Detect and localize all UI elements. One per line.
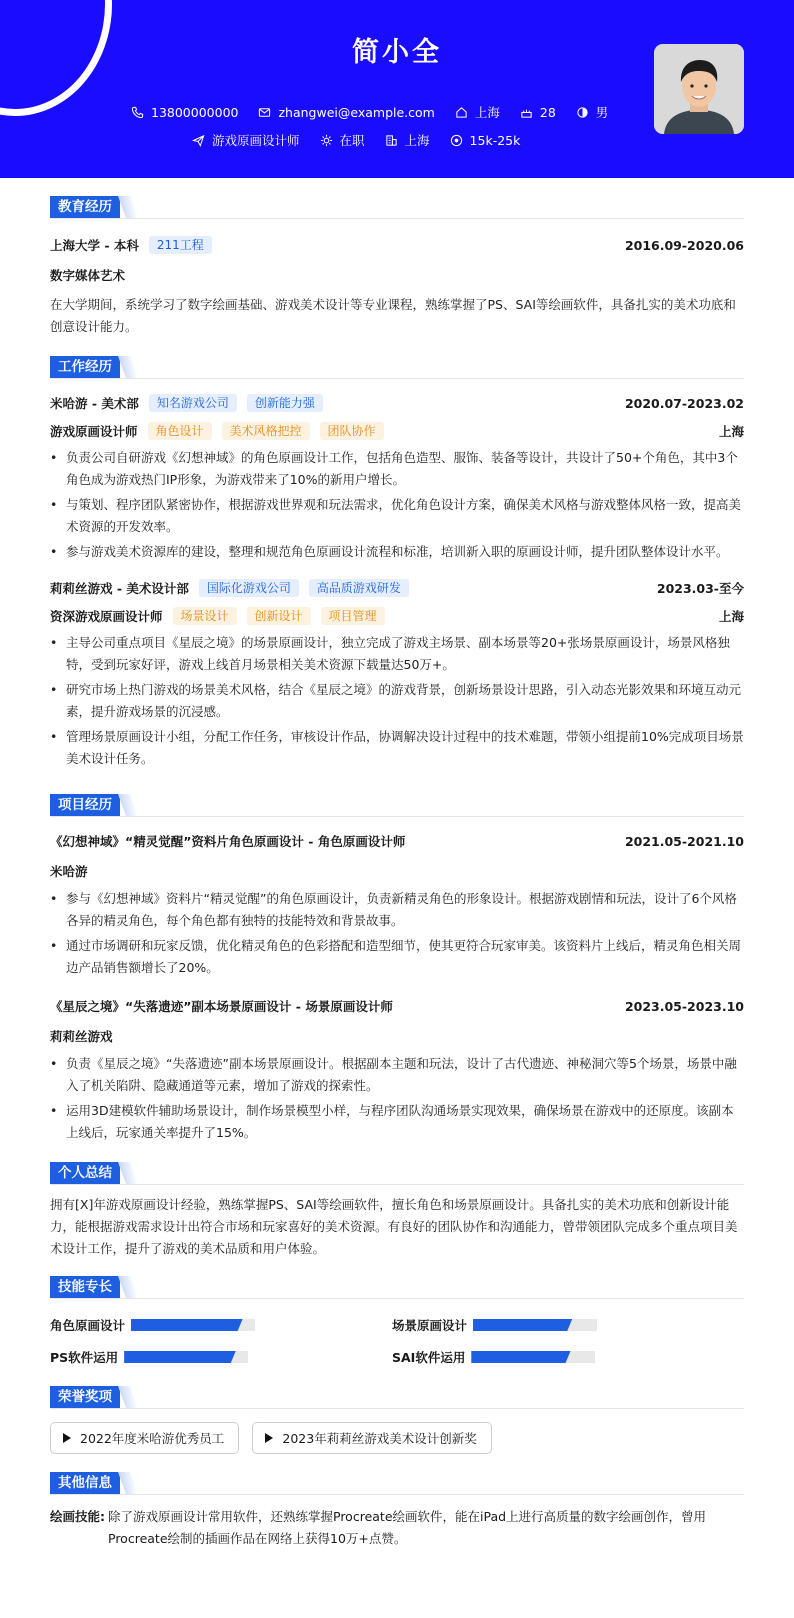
skill-tag: 项目管理 bbox=[321, 607, 385, 625]
project-org: 莉莉丝游戏 bbox=[50, 1029, 113, 1044]
section-header-summary bbox=[50, 1162, 744, 1184]
other-info-key: 绘画技能: bbox=[50, 1509, 105, 1524]
project-bullet: • 负责《星辰之境》“失落遗迹”副本场景原画设计。根据副本主题和玩法，设计了古代遗迹、神秘洞穴等5个场景，场景中融入了机关陷阱、隐藏通道等元素，增加了游戏的探索性。 bbox=[50, 1053, 744, 1097]
skill-bar-fill bbox=[473, 1319, 572, 1331]
city-text: 上海 bbox=[474, 105, 500, 120]
job-status bbox=[320, 131, 365, 149]
skill-item bbox=[50, 1316, 392, 1334]
skill-bar bbox=[131, 1319, 255, 1331]
company-tag: 高品质游戏研发 bbox=[309, 579, 409, 597]
section-title: 荣誉奖项 bbox=[50, 1386, 120, 1408]
project-item bbox=[50, 997, 744, 1144]
award-text: 2023年莉莉丝游戏美术设计创新奖 bbox=[282, 1431, 477, 1446]
skill-tag: 美术风格把控 bbox=[222, 422, 310, 440]
company-name: 莉莉丝游戏 - 美术设计部 bbox=[50, 581, 189, 596]
skill-item bbox=[392, 1348, 734, 1366]
education-date: 2016.09-2020.06 bbox=[624, 237, 744, 253]
section-divider bbox=[50, 218, 744, 219]
contact-age bbox=[520, 105, 556, 120]
project-bullet: • 通过市场调研和玩家反馈，优化精灵角色的色彩搭配和造型细节，使其更符合玩家审美。该资料片上线后，精灵角色相关周边产品销售额增长了20%。 bbox=[50, 935, 744, 979]
project-bullet: • 参与《幻想神域》资料片“精灵觉醒”的角色原画设计，负责新精灵角色的形象设计。根据游戏剧情和玩法，设计了6个风格各异的精灵角色，每个角色都有独特的技能特效和背景故事。 bbox=[50, 888, 744, 932]
summary-text: 拥有[X]年游戏原画设计经验，熟练掌握PS、SAI等绘画软件，擅长角色和场景原画设计。具备扎实的美术功底和创新设计能力，能根据游戏需求设计出符合市场和玩家喜好的美术资源。有良好的团队协作和沟通能力，曾带领团队完成多个重点项目美术设计工作，提升了游戏的美术品质和用户体验。 bbox=[50, 1197, 738, 1256]
contact-row bbox=[131, 103, 628, 121]
company-tag: 国际化游戏公司 bbox=[199, 579, 299, 597]
profile-photo bbox=[654, 44, 744, 134]
skill-bar bbox=[473, 1319, 597, 1331]
major: 数字媒体艺术 bbox=[50, 268, 126, 283]
work-date: 2020.07-2023.02 bbox=[624, 395, 744, 411]
work-item bbox=[50, 579, 744, 770]
other-info-value: 除了游戏原画设计常用软件，还熟练掌握Procreate绘画软件，能在iPad上进行高质量的数字绘画创作，曾用Procreate绘制的插画作品在网络上获得10万+点赞。 bbox=[108, 1509, 707, 1546]
contact-phone bbox=[131, 105, 238, 120]
skill-bar-fill bbox=[471, 1351, 570, 1363]
triangle-bullet-icon bbox=[63, 1433, 71, 1443]
school-tag: 211工程 bbox=[149, 236, 212, 254]
phone-icon bbox=[131, 106, 144, 119]
skills-grid bbox=[50, 1316, 744, 1366]
section-title: 工作经历 bbox=[50, 356, 120, 378]
job-row bbox=[192, 131, 540, 149]
job-city-text: 上海 bbox=[404, 133, 430, 148]
skill-name: 角色原画设计 bbox=[50, 1318, 126, 1333]
skill-name: SAI软件运用 bbox=[392, 1350, 466, 1365]
project-date: 2021.05-2021.10 bbox=[624, 833, 744, 849]
job-status-text: 在职 bbox=[339, 133, 365, 148]
section-header-other bbox=[50, 1472, 744, 1494]
age-text: 28 bbox=[539, 104, 556, 120]
section-tail bbox=[118, 794, 138, 816]
contact-gender bbox=[576, 103, 609, 121]
work-bullet: • 与策划、程序团队紧密协作，根据游戏世界观和玩法需求，优化角色设计方案，确保美术风格与游戏整体风格一致，提高美术资源的开发效率。 bbox=[50, 494, 744, 538]
skill-name: 场景原画设计 bbox=[392, 1318, 468, 1333]
section-header-work bbox=[50, 356, 744, 378]
section-title: 其他信息 bbox=[50, 1472, 120, 1494]
project-org: 米哈游 bbox=[50, 864, 88, 879]
section-tail bbox=[118, 1386, 138, 1408]
skill-tag: 团队协作 bbox=[320, 422, 384, 440]
awards-list bbox=[50, 1422, 744, 1454]
project-bullet: • 运用3D建模软件辅助场景设计，制作场景模型小样，与程序团队沟通场景实现效果，确保场景在游戏中的还原度。该副本上线后，玩家通关率提升了15%。 bbox=[50, 1100, 744, 1144]
education-row bbox=[50, 236, 744, 254]
paper-plane-icon bbox=[192, 134, 205, 147]
job-position: 资深游戏原画设计师 bbox=[50, 609, 163, 624]
contact-city bbox=[455, 103, 500, 121]
award-item bbox=[50, 1422, 239, 1454]
company-name: 米哈游 - 美术部 bbox=[50, 396, 139, 411]
job-title-text: 游戏原画设计师 bbox=[212, 133, 300, 148]
section-header-skills bbox=[50, 1276, 744, 1298]
job-position: 游戏原画设计师 bbox=[50, 424, 138, 439]
work-city: 上海 bbox=[718, 609, 744, 624]
email-text: zhangwei@example.com bbox=[278, 104, 435, 120]
section-divider bbox=[50, 1298, 744, 1299]
section-title: 个人总结 bbox=[50, 1162, 120, 1184]
work-bullet: • 参与游戏美术资源库的建设，整理和规范角色原画设计流程和标准，培训新入职的原画设计师，提升团队整体设计水平。 bbox=[50, 541, 744, 563]
resume-body bbox=[50, 196, 744, 1550]
skill-name: PS软件运用 bbox=[50, 1350, 119, 1365]
section-tail bbox=[118, 1162, 138, 1184]
status-icon bbox=[320, 134, 333, 147]
section-divider bbox=[50, 1184, 744, 1185]
project-name: 《幻想神域》“精灵觉醒”资料片角色原画设计 - 角色原画设计师 bbox=[50, 834, 406, 849]
skill-item bbox=[50, 1348, 392, 1366]
company-tag: 知名游戏公司 bbox=[149, 394, 237, 412]
skill-tag: 角色设计 bbox=[148, 422, 212, 440]
education-description: 在大学期间，系统学习了数字绘画基础、游戏美术设计等专业课程，熟练掌握了PS、SAI等绘画软件，具备扎实的美术功底和创意设计能力。 bbox=[50, 297, 736, 334]
other-info-row bbox=[50, 1506, 744, 1550]
school-name: 上海大学 - 本科 bbox=[50, 238, 139, 253]
work-date: 2023.03-至今 bbox=[656, 581, 744, 596]
work-bullet: • 负责公司自研游戏《幻想神域》的角色原画设计工作，包括角色造型、服饰、装备等设计，共设计了50+个角色，其中3个角色成为游戏热门IP形象，为游戏带来了10%的新用户增长。 bbox=[50, 447, 744, 491]
section-header-awards bbox=[50, 1386, 744, 1408]
section-tail bbox=[118, 196, 138, 218]
section-tail bbox=[118, 1276, 138, 1298]
award-item bbox=[252, 1422, 491, 1454]
candidate-name: 简小全 bbox=[352, 37, 442, 68]
building-icon bbox=[385, 134, 398, 147]
work-bullet: • 管理场景原画设计小组，分配工作任务，审核设计作品，协调解决设计过程中的技术难题，带领小组提前10%完成项目场景美术设计任务。 bbox=[50, 726, 744, 770]
project-item bbox=[50, 832, 744, 979]
skill-tag: 创新设计 bbox=[247, 607, 311, 625]
work-bullet: • 研究市场上热门游戏的场景美术风格，结合《星辰之境》的游戏背景，创新场景设计思路，引入动态光影效果和环境互动元素，提升游戏场景的沉浸感。 bbox=[50, 679, 744, 723]
company-tag: 创新能力强 bbox=[247, 394, 323, 412]
section-header-projects bbox=[50, 794, 744, 816]
section-header-education bbox=[50, 196, 744, 218]
phone-text: 13800000000 bbox=[151, 104, 239, 120]
home-icon bbox=[455, 106, 468, 119]
skill-bar bbox=[124, 1351, 248, 1363]
section-title: 教育经历 bbox=[50, 196, 120, 218]
resume-header bbox=[0, 0, 794, 178]
award-text: 2022年度米哈游优秀员工 bbox=[80, 1431, 225, 1446]
salary-text: 15k-25k bbox=[469, 132, 521, 148]
skill-tag: 场景设计 bbox=[173, 607, 237, 625]
job-salary bbox=[450, 133, 521, 148]
cake-icon bbox=[520, 106, 533, 119]
mail-icon bbox=[258, 106, 271, 119]
skill-bar-fill bbox=[131, 1319, 243, 1331]
section-title: 项目经历 bbox=[50, 794, 120, 816]
skill-bar bbox=[471, 1351, 595, 1363]
section-tail bbox=[118, 356, 138, 378]
project-date: 2023.05-2023.10 bbox=[624, 998, 744, 1014]
salary-icon bbox=[450, 134, 463, 147]
job-city bbox=[385, 131, 430, 149]
triangle-bullet-icon bbox=[265, 1433, 273, 1443]
section-divider bbox=[50, 1494, 744, 1495]
work-bullet: • 主导公司重点项目《星辰之境》的场景原画设计，独立完成了游戏主场景、副本场景等20+张场景原画设计，场景风格独特，受到玩家好评，游戏上线首月场景相关美术资源下载量达50万+。 bbox=[50, 632, 744, 676]
work-city: 上海 bbox=[718, 424, 744, 439]
job-title bbox=[192, 131, 300, 149]
gender-icon bbox=[576, 106, 589, 119]
section-divider bbox=[50, 378, 744, 379]
section-tail bbox=[118, 1472, 138, 1494]
skill-item bbox=[392, 1316, 734, 1334]
gender-text: 男 bbox=[595, 105, 609, 120]
work-item bbox=[50, 394, 744, 563]
skill-bar-fill bbox=[124, 1351, 236, 1363]
project-name: 《星辰之境》“失落遗迹”副本场景原画设计 - 场景原画设计师 bbox=[50, 999, 393, 1014]
section-title: 技能专长 bbox=[50, 1276, 120, 1298]
section-divider bbox=[50, 1408, 744, 1409]
section-divider bbox=[50, 816, 744, 817]
contact-email bbox=[258, 105, 434, 120]
